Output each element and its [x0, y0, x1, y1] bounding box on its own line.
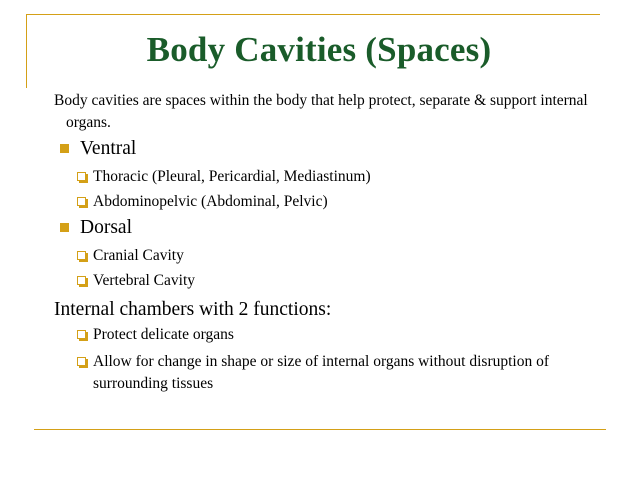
- chambers-heading: Internal chambers with 2 functions:: [54, 299, 332, 320]
- bullet-label: Dorsal: [80, 217, 132, 238]
- sub-bullet-label: Cranial Cavity: [93, 247, 184, 264]
- sub-bullet-label: Abdominopelvic (Abdominal, Pelvic): [93, 193, 328, 210]
- square-bullet-icon: [60, 223, 69, 232]
- hollow-square-bullet-icon: [77, 197, 86, 206]
- hollow-square-bullet-icon: [77, 172, 86, 181]
- sub-bullet-label: Thoracic (Pleural, Pericardial, Mediastinum): [93, 168, 371, 185]
- hollow-square-bullet-icon: [77, 330, 86, 339]
- frame-bottom-rule: [34, 429, 606, 430]
- sub-bullet-label: Vertebral Cavity: [93, 272, 196, 289]
- hollow-square-bullet-icon: [77, 251, 86, 260]
- hollow-square-bullet-icon: [77, 357, 86, 366]
- bullet-label: Ventral: [80, 138, 137, 159]
- intro-text: Body cavities are spaces within the body that help protect, separate & support internal organs.: [54, 92, 588, 131]
- sub-bullet-label: Allow for change in shape or size of internal organs without disruption of surrounding tissues: [93, 353, 550, 392]
- slide-title: Body Cavities (Spaces): [146, 30, 492, 69]
- sub-bullet-label: Protect delicate organs: [93, 326, 234, 343]
- square-bullet-icon: [60, 144, 69, 153]
- frame-top-rule: [26, 14, 600, 15]
- hollow-square-bullet-icon: [77, 276, 86, 285]
